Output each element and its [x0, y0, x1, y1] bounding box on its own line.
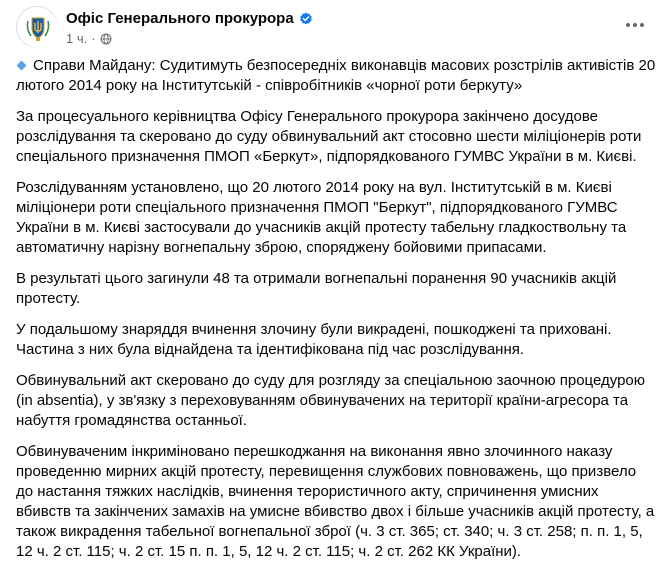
post-timestamp[interactable]: 1 ч.: [66, 31, 88, 46]
small-blue-diamond-icon: [16, 60, 27, 71]
more-dot: [633, 23, 637, 27]
post-paragraph: В результаті цього загинули 48 та отримали вогнепальні поранення 90 учасників акцій протесту.: [16, 270, 617, 307]
page-name-text: Офіс Генерального прокурора: [66, 10, 294, 27]
page-avatar[interactable]: [16, 6, 58, 48]
meta-separator: ·: [91, 31, 96, 46]
post-paragraph: Обвинувальний акт скеровано до суду для розгляду за спеціальною заочною процедурою (in absentia), у зв'язку з переховуванням обвинувачених на території країни-агресора та набуття громадянства останньої.: [16, 372, 646, 429]
more-horizontal-icon: [626, 23, 630, 27]
post-paragraph: Розслідуванням установлено, що 20 лютого 2014 року на вул. Інститутській в м. Києві міліціонери роти спеціального призначення ПМОП "Беркут", підпорядкованого ГУМВС України в м. Києві застосували до учасників акцій протесту табельну гладкоствольну та автоматичну нарізну вогнепальну зброю, споряджену бойовими припасами.: [16, 179, 627, 256]
prosecutor-emblem-icon: [17, 7, 59, 49]
globe-icon[interactable]: [100, 33, 112, 45]
more-dot: [640, 23, 644, 27]
post-body: [16, 56, 656, 573]
post-paragraph: Обвинуваченим інкриміновано перешкоджання на виконання явно злочинного наказу проведенню мирних акцій протесту, перевищення службових повноважень, що призвело до настання тяжких наслідків, вчинення терористичного акту, спричинення умисних вбивств та закінчених замахів на умисне вбивство двох і більше учасників акцій протесту, а також викрадення табельної вогнепальної зброї (ч. 3 ст. 365; ст. 340; ч. 3 ст. 258; п. п. 1, 5, 12 ч. 2 ст. 115; ч. 2 ст. 15 п. п. 1, 5, 12 ч. 2 ст. 115; ч. 2 ст. 262 КК України).: [16, 443, 655, 560]
more-options-button[interactable]: [620, 10, 650, 40]
post-title: Справи Майдану: Судитимуть безпосередніх виконавців масових розстрілів активістів 20 лютого 2014 року на Інститутській - співробітників «чорної роти беркуту»: [16, 57, 656, 94]
post-header: [16, 6, 656, 50]
post-meta: [66, 31, 112, 46]
page-name-link[interactable]: [66, 10, 313, 27]
post-title-paragraph: [16, 56, 656, 96]
post-paragraph: У подальшому знаряддя вчинення злочину були викрадені, пошкоджені та приховані. Частина з них була віднайдена та ідентифікована під час розслідування.: [16, 321, 612, 358]
post-paragraph: За процесуального керівництва Офісу Генерального прокурора закінчено досудове розслідування та скеровано до суду обвинувальний акт стосовно шести міліціонерів роти спеціального призначення ПМОП «Беркут», підпорядкованого ГУМВС України в м. Києві.: [16, 108, 642, 165]
verified-badge-icon: [299, 12, 313, 26]
